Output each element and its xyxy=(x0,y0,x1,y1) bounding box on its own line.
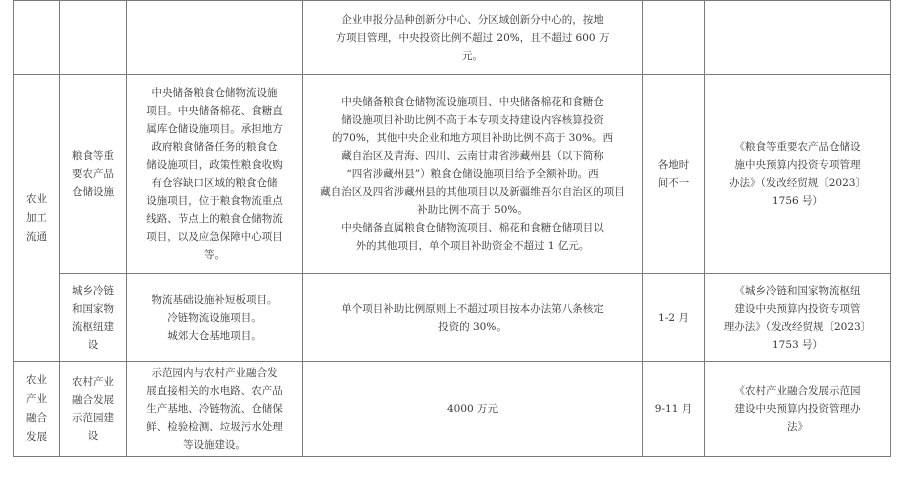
time-cell: 1-2 月 xyxy=(643,274,705,362)
time-cell xyxy=(643,1,705,75)
basis-cell: 《粮食等重要农产品仓储设 施中央预算内投资专项管理 办法》（发改经贸规〔2023〕 1756 号） xyxy=(705,75,891,274)
standard-cell: 中央储备粮食仓储物流设施项目、中央储备棉花和食糖仓 储设施项目补助比例不高于本专项支持建设内容核算投资 的70%，其他中央企业和地方项目补助比例不高于 30%。西 藏自治区及青海、四川、云南甘肃省涉藏州县（以下简称 “四省涉藏州县”）粮食仓储设施项目给予全额补助。西 藏自治区及四省涉藏州县的其他项目以及新疆维吾尔自治区的项目 补助比例不高于 50%。 中央储备直属粮食仓储物流项目、棉花和食糖仓储项目以 外的其他项目，单个项目补助资金不超过 1 亿元。 xyxy=(303,75,643,274)
standard-cell: 4000 万元 xyxy=(303,362,643,457)
basis-cell: 《农村产业融合发展示范园 建设中央预算内投资管理办 法》 xyxy=(705,362,891,457)
scope-cell xyxy=(127,1,303,75)
time-cell: 9-11 月 xyxy=(643,362,705,457)
project-name-cell: 粮食等重 要农产品 仓储设施 xyxy=(60,75,127,274)
basis-cell xyxy=(705,1,891,75)
scope-cell: 示范园内与农村产业融合发 展直接相关的水电路、农产品 生产基地、冷链物流、仓储保 鲜、检验检测、垃圾污水处理 等设施建设。 xyxy=(127,362,303,457)
time-cell: 各地时 间不一 xyxy=(643,75,705,274)
project-name-cell: 农村产业 融合发展 示范园建 设 xyxy=(60,362,127,457)
scope-cell: 中央储备粮食仓储物流设施 项目。中央储备棉花、食糖直 属库仓储设施项目。承担地方 政府粮食储备任务的粮食仓 储设施项目，政策性粮食收购 有仓容缺口区域的粮食仓储 设施项目，位于粮食物流重点 线路、节点上的粮食仓储物流 项目，以及应急保障中心项目 等。 xyxy=(127,75,303,274)
table-row xyxy=(14,274,891,362)
table-row xyxy=(14,75,891,274)
category-cell: 农业 加工 流通 xyxy=(14,75,60,362)
project-name-cell: 城乡冷链 和国家物 流枢纽建 设 xyxy=(60,274,127,362)
basis-cell: 《城乡冷链和国家物流枢纽 建设中央预算内投资专项管 理办法》（发改经贸规〔2023〕 1753 号） xyxy=(705,274,891,362)
scope-cell: 物流基础设施补短板项目。 冷链物流设施项目。 城郊大仓基地项目。 xyxy=(127,274,303,362)
standard-cell: 企业申报分品种创新分中心、分区域创新分中心的，按地 方项目管理，中央投资比例不超过 20%，且不超过 600 万 元。 xyxy=(303,1,643,75)
standard-cell: 单个项目补助比例原则上不超过项目按本办法第八条核定 投资的 30%。 xyxy=(303,274,643,362)
table-row xyxy=(14,362,891,457)
policy-table xyxy=(13,0,891,457)
project-name-cell xyxy=(60,1,127,75)
category-cell: 农业 产业 融合 发展 xyxy=(14,362,60,457)
table-row xyxy=(14,1,891,75)
category-cell xyxy=(14,1,60,75)
